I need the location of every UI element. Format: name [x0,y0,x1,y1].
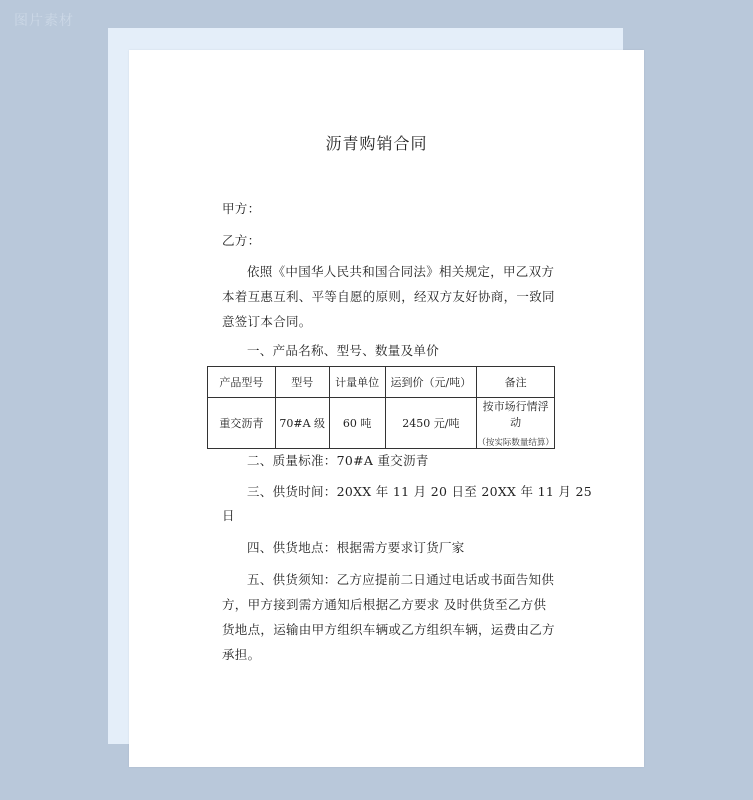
section-3-line-1: 三、供货时间：20XX 年 11 月 20 日至 20XX 年 11 月 25 [247,484,592,499]
section-5-line-3: 货地点，运输由甲方组织车辆或乙方组织车辆，运费由乙方 [222,622,555,637]
intro-line-3: 意签订本合同。 [222,314,312,329]
intro-line-1: 依照《中国华人民共和国合同法》相关规定，甲乙双方 [247,264,555,279]
watermark-text: 图片素材 [14,13,74,29]
party-a-label: 甲方： [222,201,261,216]
document-title: 沥青购销合同 [325,134,428,153]
product-table [207,366,555,449]
header-delivered-price: 运到价（元/吨） [385,367,477,398]
header-product-model: 产品型号 [208,367,276,398]
cell-unit: 60 吨 [329,398,385,449]
header-unit: 计量单位 [329,367,385,398]
section-5-line-4: 承担。 [222,647,261,662]
header-remark: 备注 [477,367,555,398]
section-2-quality: 二、质量标准：70#A 重交沥青 [247,453,429,468]
table-header-row [208,367,555,398]
section-5-line-2: 方，甲方接到需方通知后根据乙方要求 及时供货至乙方供 [222,597,547,612]
intro-line-2: 本着互惠互利、平等自愿的原则，经双方友好协商，一致同 [222,289,555,304]
cell-price: 2450 元/吨 [385,398,477,449]
section-1-heading: 一、产品名称、型号、数量及单价 [247,343,440,358]
section-5-line-1: 五、供货须知：乙方应提前二日通过电话或书面告知供 [247,572,555,587]
party-b-label: 乙方： [222,233,261,248]
section-4-location: 四、供货地点：根据需方要求订货厂家 [247,540,465,555]
cell-product: 重交沥青 [208,398,276,449]
section-3-line-2: 日 [222,508,235,523]
header-model: 型号 [275,367,329,398]
table-row [208,398,555,449]
cell-model: 70#A 级 [275,398,329,449]
remark-text: 按市场行情浮动 [482,400,549,429]
cell-remark [477,398,555,449]
remark-note: （按实际数量结算） [477,438,554,448]
